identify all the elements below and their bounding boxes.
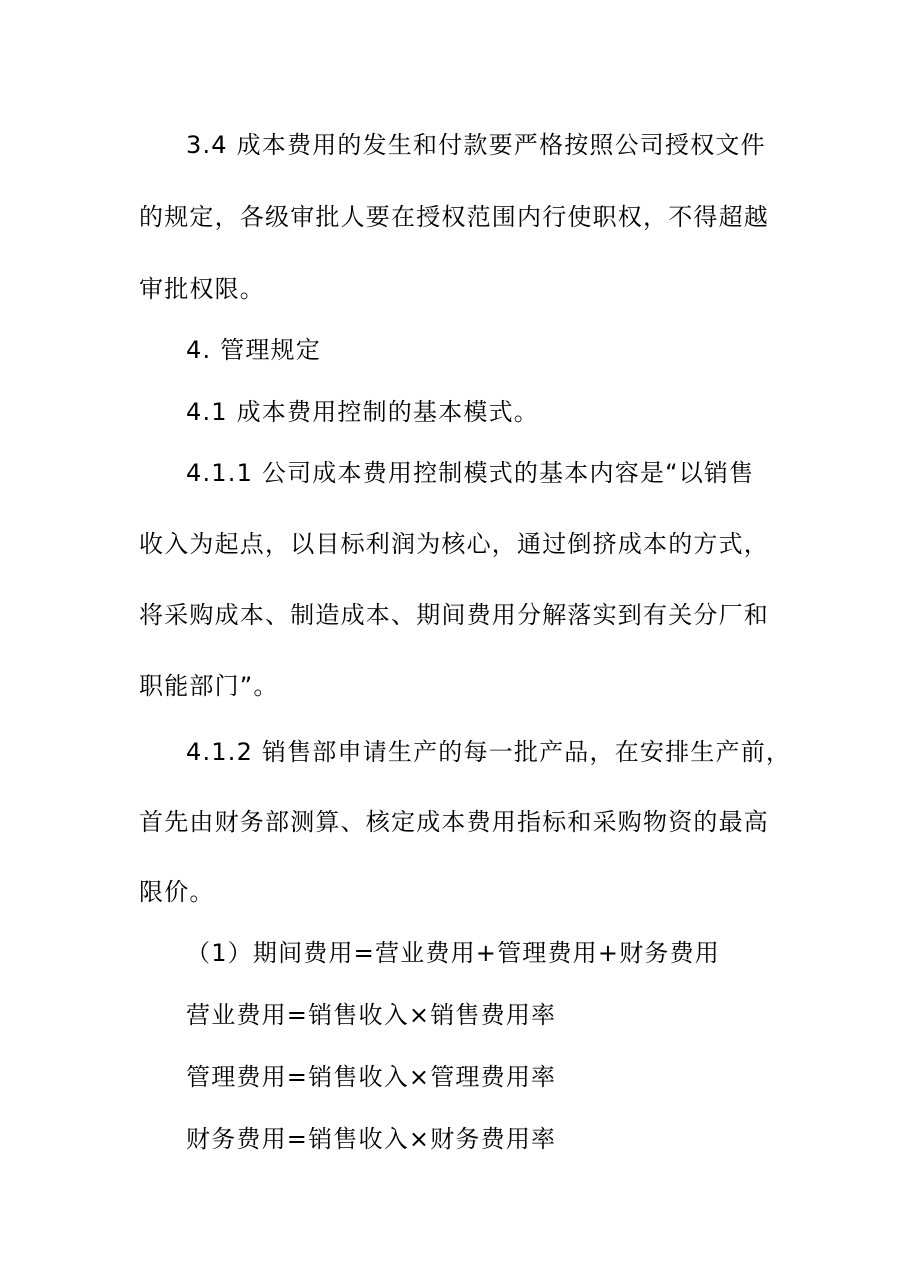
section-4-heading: 4. 管理规定 [186, 336, 321, 364]
formula-operating-expenses: 营业费用=销售收入×销售费用率 [186, 1001, 557, 1029]
paragraph-3-4-line-3: 审批权限。 [139, 275, 265, 303]
section-4-1-heading: 4.1 成本费用控制的基本模式。 [186, 398, 539, 426]
paragraph-4-1-2-line-1: 4.1.2 销售部申请生产的每一批产品，在安排生产前， [186, 738, 792, 766]
paragraph-3-4-line-2: 的规定，各级审批人要在授权范围内行使职权，不得超越 [139, 203, 769, 231]
paragraph-4-1-2-line-3: 限价。 [139, 878, 215, 906]
paragraph-4-1-1-line-1: 4.1.1 公司成本费用控制模式的基本内容是“以销售 [186, 459, 755, 487]
formula-financial-expenses: 财务费用=销售收入×财务费用率 [186, 1125, 557, 1153]
paragraph-3-4-line-1: 3.4 成本费用的发生和付款要严格按照公司授权文件 [186, 131, 766, 159]
formula-administrative-expenses: 管理费用=销售收入×管理费用率 [186, 1063, 557, 1091]
paragraph-4-1-1-line-3: 将采购成本、制造成本、期间费用分解落实到有关分厂和 [139, 601, 769, 629]
paragraph-4-1-1-line-2: 收入为起点，以目标利润为核心，通过倒挤成本的方式， [139, 530, 769, 558]
paragraph-4-1-1-line-4: 职能部门”。 [139, 672, 279, 700]
paragraph-4-1-2-line-2: 首先由财务部测算、核定成本费用指标和采购物资的最高 [139, 808, 769, 836]
formula-period-expenses: （1）期间费用=营业费用+管理费用+财务费用 [186, 939, 720, 967]
